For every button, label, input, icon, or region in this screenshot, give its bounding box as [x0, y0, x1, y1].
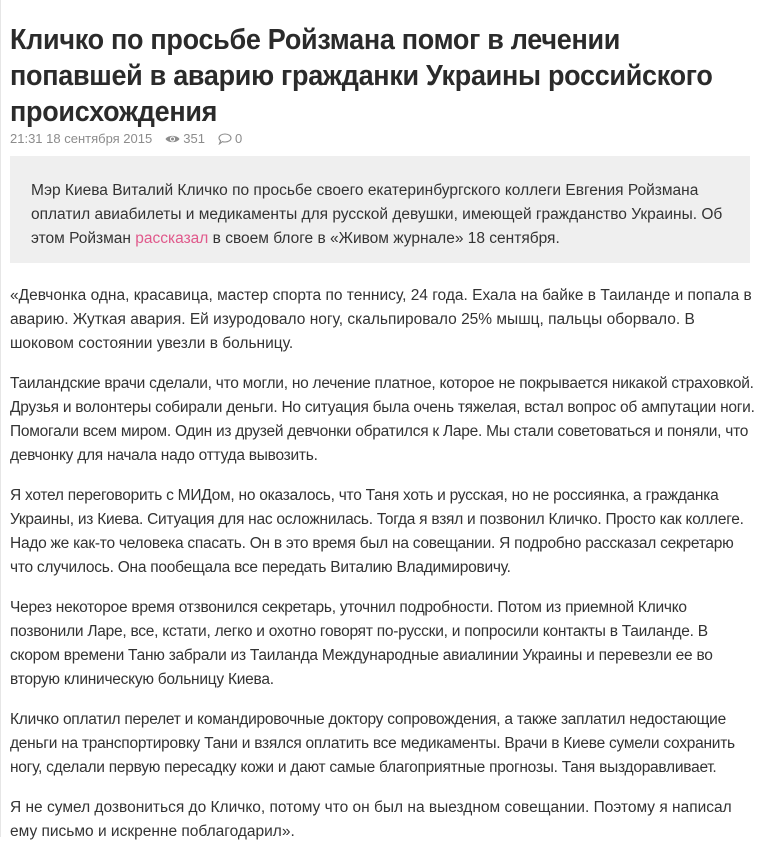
body-paragraph: Таиландские врачи сделали, что могли, но лечение платное, которое не покрывается никакой страховкой. Друзья и волонтеры собирали деньги. Но ситуация была очень тяжелая, встал вопрос об ампутации ноги. Помогали всем миром. Один из друзей девчонки обратился к Ларе. Мы стали советоваться и поняли, что девчонку для начала надо оттуда вывозить.	[10, 375, 755, 464]
article-meta	[10, 131, 242, 146]
page-left-border	[0, 0, 1, 837]
lead-text-start: Мэр Киева Виталий Кличко по просьбе своего екатеринбургского коллеги Евгения Ройзмана оплатил авиабилеты и медикаменты для русской девушки, имеющей гражданство Украины. Об этом Ройзман	[31, 182, 723, 247]
body-paragraph: Через некоторое время отзвонился секретарь, уточнил подробности. Потом из приемной Кличко позвонили Ларе, все, кстати, легко и охотно говорят по-русски, и попросили контакты в Таиланде. В скором времени Таню забрали из Таиланда Международные авиалинии Украины и перевезли ее во вторую клиническую больницу Киева.	[10, 599, 713, 688]
publish-datetime: 21:31 18 сентября 2015	[10, 131, 153, 146]
eye-icon	[165, 134, 180, 144]
article-title: Кличко по просьбе Ройзмана помог в лечении попавшей в аварию гражданки Украины российского происхождения	[10, 24, 713, 128]
lead-text-end: в своем блоге в «Живом журнале» 18 сентября.	[208, 230, 560, 247]
article	[10, 0, 755, 840]
views-counter	[165, 131, 205, 146]
source-link[interactable]: рассказал	[135, 230, 209, 247]
article-lead	[10, 156, 750, 263]
body-paragraph: Я хотел переговорить с МИДом, но оказалось, что Таня хоть и русская, но не россиянка, а гражданка Украины, из Киева. Ситуация для нас осложнилась. Тогда я взял и позвонил Кличко. Просто как коллеге. Надо же как-то человека спасать. Он в это время был на совещании. Я подробно рассказал секретарю что случилось. Она пообещала все передать Виталию Владимировичу.	[10, 487, 744, 576]
views-count: 351	[183, 131, 205, 146]
comment-bubble-icon	[218, 133, 232, 145]
body-paragraph: Я не сумел дозвониться до Кличко, потому что он был на выездном совещании. Поэтому я написал ему письмо и искренне поблагодарил».	[10, 799, 732, 840]
article-body	[10, 284, 758, 860]
comments-count: 0	[234, 131, 243, 146]
body-paragraph: Кличко оплатил перелет и командировочные доктору сопровождения, а также заплатил недостающие деньги на транспортировку Тани и взялся оплатить все медикаменты. Врачи в Киеве сумели сохранить ногу, сделали первую пересадку кожи и дают самые благоприятные прогнозы. Таня выздоравливает.	[10, 711, 735, 776]
comments-counter[interactable]	[218, 131, 242, 146]
body-paragraph: «Девчонка одна, красавица, мастер спорта по теннису, 24 года. Ехала на байке в Таиланде и попала в аварию. Жуткая авария. Ей изуродовало ногу, скальпировало 25% мышц, пальцы оборвало. В шоковом состоянии увезли в больницу.	[10, 287, 752, 352]
